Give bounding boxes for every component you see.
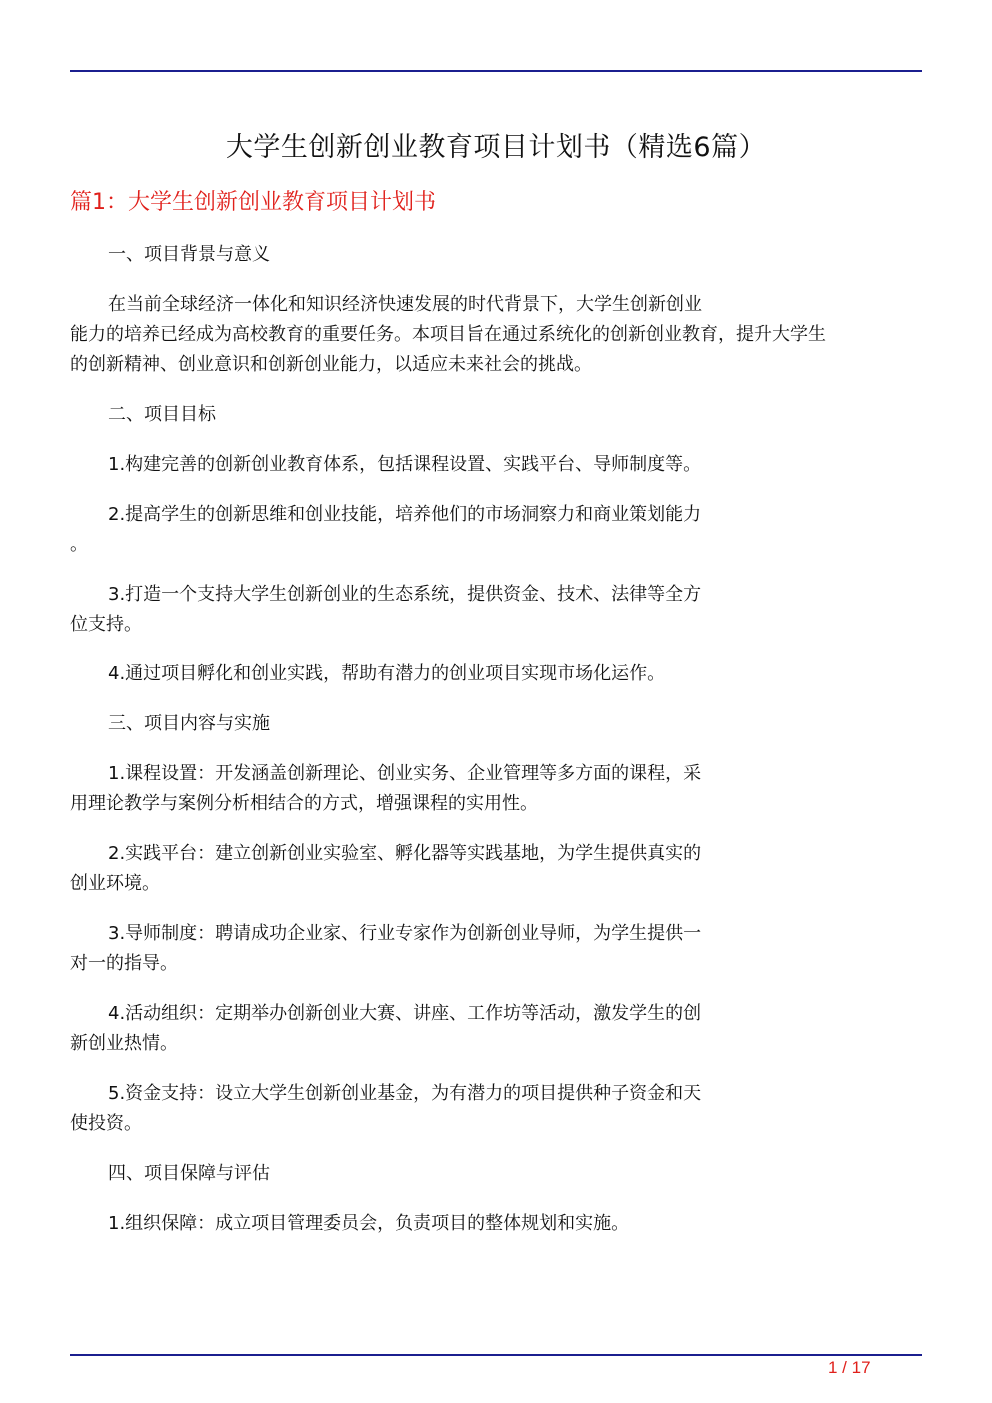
chapter-title: 篇1：大学生创新创业教育项目计划书 [70,190,436,215]
paragraph-line: 5.资金支持：设立大学生创新创业基金，为有潜力的项目提供种子资金和天 [108,1083,702,1104]
paragraph-line: 在当前全球经济一体化和知识经济快速发展的时代背景下，大学生创新创业 [108,294,702,315]
paragraph [70,450,701,480]
paragraph-line: 2.提高学生的创新思维和创业技能，培养他们的市场洞察力和商业策划能力 [108,504,702,525]
paragraph-line: 1.课程设置：开发涵盖创新理论、创业实务、企业管理等多方面的课程，采 [108,763,702,784]
paragraph [70,1209,629,1239]
paragraph-line: 用理论教学与案例分析相结合的方式，增强课程的实用性。 [70,793,538,814]
paragraph [70,759,701,819]
section-heading: 三、项目内容与实施 [108,713,270,734]
paragraph [70,919,701,979]
paragraph-line: 3.打造一个支持大学生创新创业的生态系统，提供资金、技术、法律等全方 [108,584,702,605]
document-title: 大学生创新创业教育项目计划书（精选6篇） [225,132,767,163]
paragraph-line: 1.构建完善的创新创业教育体系，包括课程设置、实践平台、导师制度等。 [108,454,702,475]
paragraph [70,290,826,380]
paragraph-line: 4.通过项目孵化和创业实践，帮助有潜力的创业项目实现市场化运作。 [108,663,666,684]
paragraph-line: 2.实践平台：建立创新创业实验室、孵化器等实践基地，为学生提供真实的 [108,843,702,864]
paragraph-line: 的创新精神、创业意识和创新创业能力，以适应未来社会的挑战。 [70,354,592,375]
paragraph-line: 位支持。 [70,614,142,635]
footer-rule [70,1354,922,1356]
paragraph [70,999,701,1059]
paragraph-line: 新创业热情。 [70,1033,178,1054]
page-indicator: 1 / 17 [828,1358,871,1377]
header-rule [70,70,922,72]
paragraph-line: 1.组织保障：成立项目管理委员会，负责项目的整体规划和实施。 [108,1213,630,1234]
paragraph [70,839,701,899]
paragraph [70,580,701,640]
paragraph-line: 对一的指导。 [70,953,178,974]
paragraph-line: 使投资。 [70,1113,142,1134]
section-heading: 一、项目背景与意义 [108,244,270,265]
paragraph [70,1079,701,1139]
paragraph-line: 3.导师制度：聘请成功企业家、行业专家作为创新创业导师，为学生提供一 [108,923,702,944]
paragraph-line: 创业环境。 [70,873,160,894]
paragraph-line: 能力的培养已经成为高校教育的重要任务。本项目旨在通过系统化的创新创业教育，提升大学生 [70,324,826,345]
paragraph [70,659,665,689]
section-heading: 二、项目目标 [108,404,216,425]
paragraph [70,500,701,560]
paragraph-line: 。 [70,534,88,555]
paragraph-line: 4.活动组织：定期举办创新创业大赛、讲座、工作坊等活动，激发学生的创 [108,1003,702,1024]
section-heading: 四、项目保障与评估 [108,1163,270,1184]
